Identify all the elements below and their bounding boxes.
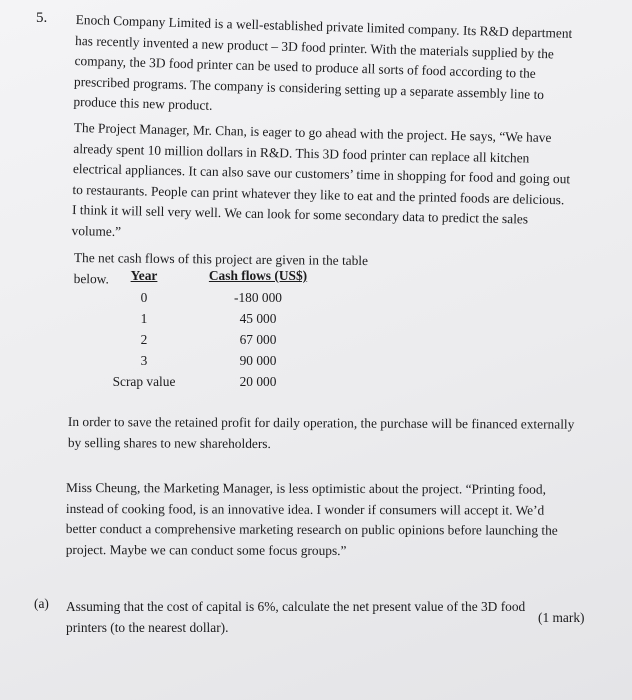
part-a-marks: (1 mark) [538,610,585,625]
table-row [96,329,308,350]
cash-flow-cell: 67 000 [239,331,277,347]
part-a-label: (a) [34,596,49,611]
table-intro-paragraph: The net cash flows of this project are given in the table below. [73,249,369,286]
cash-flow-cell: -180 000 [234,289,282,305]
intro-paragraph: Enoch Company Limited is a well-established private limited company. Its R&D department has recently invented a new product – 3D food printer. With the materials supplied by the company, the 3D food printer can be used to produce all sorts of food according to the prescribed programs. The company is considering setting up a separate assembly line to produce this new product. [73,11,573,113]
cash-flow-table [96,266,308,392]
table-row [96,350,308,371]
cash-flow-header: Cash flows (US$) [208,268,308,283]
year-cell: 0 [140,289,148,305]
table-header-row [96,266,308,287]
year-cell: 2 [140,331,148,347]
cash-flow-cell: 90 000 [239,352,277,368]
year-cell: 3 [140,352,148,368]
cash-flow-cell: 20 000 [239,373,277,389]
marketing-manager-paragraph: Miss Cheung, the Marketing Manager, is less optimistic about the project. “Printing food, instead of cooking food, is an innovative idea. I wonder if consumers will accept it. We’d better conduct a comprehensive marketing research on public opinions before launching the project. Maybe we can conduct some focus groups.” [65,480,558,558]
year-header: Year [130,268,158,283]
financing-paragraph: In order to save the retained profit for daily operation, the purchase will be financed externally by selling shares to new shareholders. [67,413,575,451]
year-cell: 1 [140,310,148,326]
project-manager-paragraph: The Project Manager, Mr. Chan, is eager to go ahead with the project. He says, “We have already spent 10 million dollars in R&D. This 3D food printer can replace all kitchen electrical appliances. It can also save our customers’ time in shopping for food and going out to restaurants. People can print whatever they like to eat and the printed foods are delicious. I think it will sell very well. We can look for some secondary data to predict the sales volume.” [71,119,571,239]
question-number: 5. [36,10,48,26]
table-row [96,287,308,308]
table-row [96,371,308,392]
table-row [96,308,308,329]
part-a-question: Assuming that the cost of capital is 6%, calculate the net present value of the 3D food printers (to the nearest dollar). [66,599,526,635]
cash-flow-cell: 45 000 [239,310,277,326]
year-cell: Scrap value [112,373,176,389]
